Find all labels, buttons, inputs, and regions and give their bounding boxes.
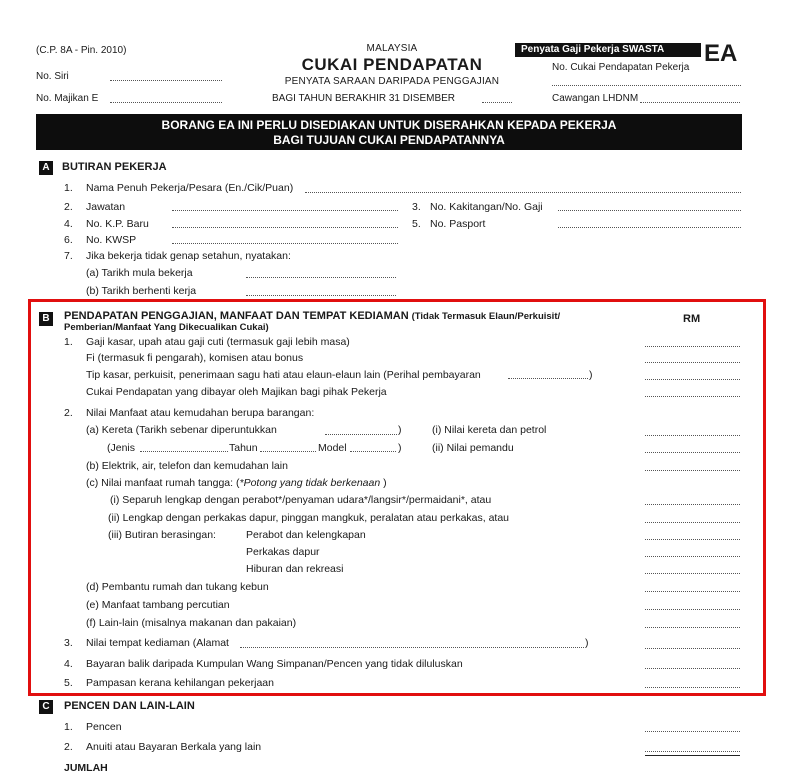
lain-lain-label: (f) Lain-lain (misalnya makanan dan pakaian) xyxy=(86,617,297,629)
jenis-field[interactable] xyxy=(140,451,228,452)
nilai-kereta-amount[interactable] xyxy=(645,435,740,436)
tarikh-berhenti-label: (b) Tarikh berhenti kerja xyxy=(86,285,197,297)
bayaran-balik-label: Bayaran balik daripada Kumpulan Wang Simpanan/Pencen yang tidak diluluskan xyxy=(86,658,463,670)
item-b1-number: 1. xyxy=(64,336,73,348)
rumah-tangga-text: (c) Nilai manfaat rumah tangga: ( xyxy=(86,477,240,489)
butiran-berasingan-label: (iii) Butiran berasingan: xyxy=(108,529,216,541)
section-c-marker: C xyxy=(39,700,53,714)
item-a5-number: 5. xyxy=(412,218,421,230)
pencen-amount[interactable] xyxy=(645,731,740,732)
lengkap-label: (ii) Lengkap dengan perkakas dapur, pinggan mangkuk, peralatan atau perkakas, atau xyxy=(108,512,510,524)
tempat-kediaman-label: Nilai tempat kediaman (Alamat xyxy=(86,637,229,649)
tarikh-peruntukan-field[interactable] xyxy=(325,434,397,435)
tahun-field[interactable] xyxy=(260,451,316,452)
separuh-lengkap-label: (i) Separuh lengkap dengan perabot*/penyaman udara*/langsir*/permaidani*, atau xyxy=(110,494,492,506)
year-field[interactable] xyxy=(482,102,512,103)
item-b4-number: 4. xyxy=(64,658,73,670)
fi-komisen-amount[interactable] xyxy=(645,362,740,363)
hiburan-amount[interactable] xyxy=(645,573,740,574)
section-b-marker: B xyxy=(39,312,53,326)
elektrik-air-amount[interactable] xyxy=(645,470,740,471)
kereta-label: (a) Kereta (Tarikh sebenar diperuntukkan xyxy=(86,424,277,436)
form-main-title: CUKAI PENDAPATAN xyxy=(301,55,483,74)
kereta-close-paren: ) xyxy=(398,424,402,436)
total-divider xyxy=(645,755,740,756)
pembantu-rumah-label: (d) Pembantu rumah dan tukang kebun xyxy=(86,581,269,593)
tambang-percutian-label: (e) Manfaat tambang percutian xyxy=(86,599,230,611)
tarikh-mula-field[interactable] xyxy=(246,277,396,278)
section-b-title: PENDAPATAN PENGGAJIAN, MANFAAT DAN TEMPAT KEDIAMAN xyxy=(64,310,409,322)
item-a3-number: 3. xyxy=(412,201,421,213)
instruction-banner xyxy=(36,114,742,150)
nilai-pemandu-amount[interactable] xyxy=(645,452,740,453)
rm-column-header: RM xyxy=(683,313,701,325)
no-kwsp-field[interactable] xyxy=(172,243,398,244)
cawangan-field[interactable] xyxy=(640,102,740,103)
nilai-pemandu-label: (ii) Nilai pemandu xyxy=(432,442,514,454)
cukai-dibayar-amount[interactable] xyxy=(645,396,740,397)
nilai-kereta-label: (i) Nilai kereta dan petrol xyxy=(432,424,547,436)
no-pasport-field[interactable] xyxy=(558,227,741,228)
no-cukai-label: No. Cukai Pendapatan Pekerja xyxy=(552,62,690,73)
section-b-note-1: (Tidak Termasuk Elaun/Perkuisit/ xyxy=(411,311,561,322)
item-a2-number: 2. xyxy=(64,201,73,213)
fi-komisen-label: Fi (termasuk fi pengarah), komisen atau bonus xyxy=(86,352,304,364)
lengkap-amount[interactable] xyxy=(645,522,740,523)
perabot-amount[interactable] xyxy=(645,539,740,540)
form-code: (C.P. 8A - Pin. 2010) xyxy=(36,45,127,56)
alamat-close-paren: ) xyxy=(585,637,589,649)
model-label: Model xyxy=(318,442,347,454)
item-a7-number: 7. xyxy=(64,250,73,262)
item-a1-number: 1. xyxy=(64,182,73,194)
tidak-genap-label: Jika bekerja tidak genap setahun, nyatakan: xyxy=(86,250,291,262)
potong-note: *Potong yang tidak berkenaan xyxy=(239,477,381,489)
swasta-badge: Penyata Gaji Pekerja SWASTA xyxy=(515,43,701,57)
perkakas-dapur-label: Perkakas dapur xyxy=(246,546,320,558)
pampasan-label: Pampasan kerana kehilangan pekerjaan xyxy=(86,677,274,689)
no-kakitangan-label: No. Kakitangan/No. Gaji xyxy=(430,201,543,213)
tip-kasar-amount[interactable] xyxy=(645,379,740,380)
perkakas-dapur-amount[interactable] xyxy=(645,556,740,557)
cukai-dibayar-label: Cukai Pendapatan yang dibayar oleh Majikan bagi pihak Pekerja xyxy=(86,386,387,398)
item-c2-number: 2. xyxy=(64,741,73,753)
tip-kasar-label: Tip kasar, perkuisit, penerimaan sagu hati atau elaun-elaun lain (Perihal pembayaran xyxy=(86,369,481,381)
nama-penuh-field[interactable] xyxy=(305,192,741,193)
no-kwsp-label: No. KWSP xyxy=(86,234,137,246)
item-b2-number: 2. xyxy=(64,407,73,419)
section-a-title: BUTIRAN PEKERJA xyxy=(62,161,167,173)
anuiti-label: Anuiti atau Bayaran Berkala yang lain xyxy=(86,741,262,753)
jenis-label: (Jenis xyxy=(107,442,136,454)
rumah-tangga-label xyxy=(86,477,387,489)
nama-penuh-label: Nama Penuh Pekerja/Pesara (En./Cik/Puan) xyxy=(86,182,294,194)
jawatan-label: Jawatan xyxy=(86,201,126,213)
tahun-label: Tahun xyxy=(229,442,258,454)
form-name-ea: EA xyxy=(704,40,738,67)
tambang-percutian-amount[interactable] xyxy=(645,609,740,610)
bayaran-balik-amount[interactable] xyxy=(645,668,740,669)
perihal-close-paren: ) xyxy=(589,369,593,381)
item-a4-number: 4. xyxy=(64,218,73,230)
country-label: MALAYSIA xyxy=(366,43,418,54)
nilai-manfaat-label: Nilai Manfaat atau kemudahan berupa barangan: xyxy=(86,407,315,419)
elektrik-air-label: (b) Elektrik, air, telefon dan kemudahan lain xyxy=(86,460,288,472)
no-siri-field[interactable] xyxy=(110,80,222,81)
gaji-kasar-amount[interactable] xyxy=(645,346,740,347)
anuiti-amount[interactable] xyxy=(645,751,740,752)
no-kp-label: No. K.P. Baru xyxy=(86,218,149,230)
tempat-kediaman-amount[interactable] xyxy=(645,648,740,649)
pembantu-rumah-amount[interactable] xyxy=(645,591,740,592)
item-c1-number: 1. xyxy=(64,721,73,733)
no-siri-label: No. Siri xyxy=(36,71,69,82)
no-majikan-field[interactable] xyxy=(110,102,222,103)
no-kp-field[interactable] xyxy=(172,227,398,228)
jumlah-label: JUMLAH xyxy=(64,762,108,774)
model-close-paren: ) xyxy=(398,442,402,454)
form-subtitle-2: BAGI TAHUN BERAKHIR 31 DISEMBER xyxy=(272,93,456,104)
no-majikan-label: No. Majikan E xyxy=(36,93,99,104)
cawangan-label: Cawangan LHDNM xyxy=(552,93,639,104)
banner-line-2: BAGI TUJUAN CUKAI PENDAPATANNYA xyxy=(273,133,505,147)
section-b-heading xyxy=(64,310,560,322)
item-a6-number: 6. xyxy=(64,234,73,246)
no-kakitangan-field[interactable] xyxy=(558,210,741,211)
perabot-label: Perabot dan kelengkapan xyxy=(246,529,366,541)
pencen-label: Pencen xyxy=(86,721,122,733)
form-subtitle-1: PENYATA SARAAN DARIPADA PENGGAJIAN xyxy=(284,76,500,87)
model-field[interactable] xyxy=(350,451,396,452)
item-b3-number: 3. xyxy=(64,637,73,649)
banner-line-1: BORANG EA INI PERLU DISEDIAKAN UNTUK DISERAHKAN KEPADA PEKERJA xyxy=(161,118,617,132)
jawatan-field[interactable] xyxy=(172,210,398,211)
section-a-marker: A xyxy=(39,161,53,175)
section-c-title: PENCEN DAN LAIN-LAIN xyxy=(64,700,195,712)
pampasan-amount[interactable] xyxy=(645,687,740,688)
tarikh-mula-label: (a) Tarikh mula bekerja xyxy=(86,267,193,279)
alamat-field[interactable] xyxy=(240,647,584,648)
no-cukai-field[interactable] xyxy=(552,85,741,86)
rumah-tangga-close: ) xyxy=(380,477,387,489)
perihal-pembayaran-field[interactable] xyxy=(508,378,588,379)
hiburan-label: Hiburan dan rekreasi xyxy=(246,563,344,575)
tarikh-berhenti-field[interactable] xyxy=(246,295,396,296)
separuh-lengkap-amount[interactable] xyxy=(645,504,740,505)
no-pasport-label: No. Pasport xyxy=(430,218,486,230)
lain-lain-amount[interactable] xyxy=(645,627,740,628)
section-b-note-2: Pemberian/Manfaat Yang Dikecualikan Cukai) xyxy=(64,322,269,333)
gaji-kasar-label: Gaji kasar, upah atau gaji cuti (termasuk gaji lebih masa) xyxy=(86,336,350,348)
item-b5-number: 5. xyxy=(64,677,73,689)
